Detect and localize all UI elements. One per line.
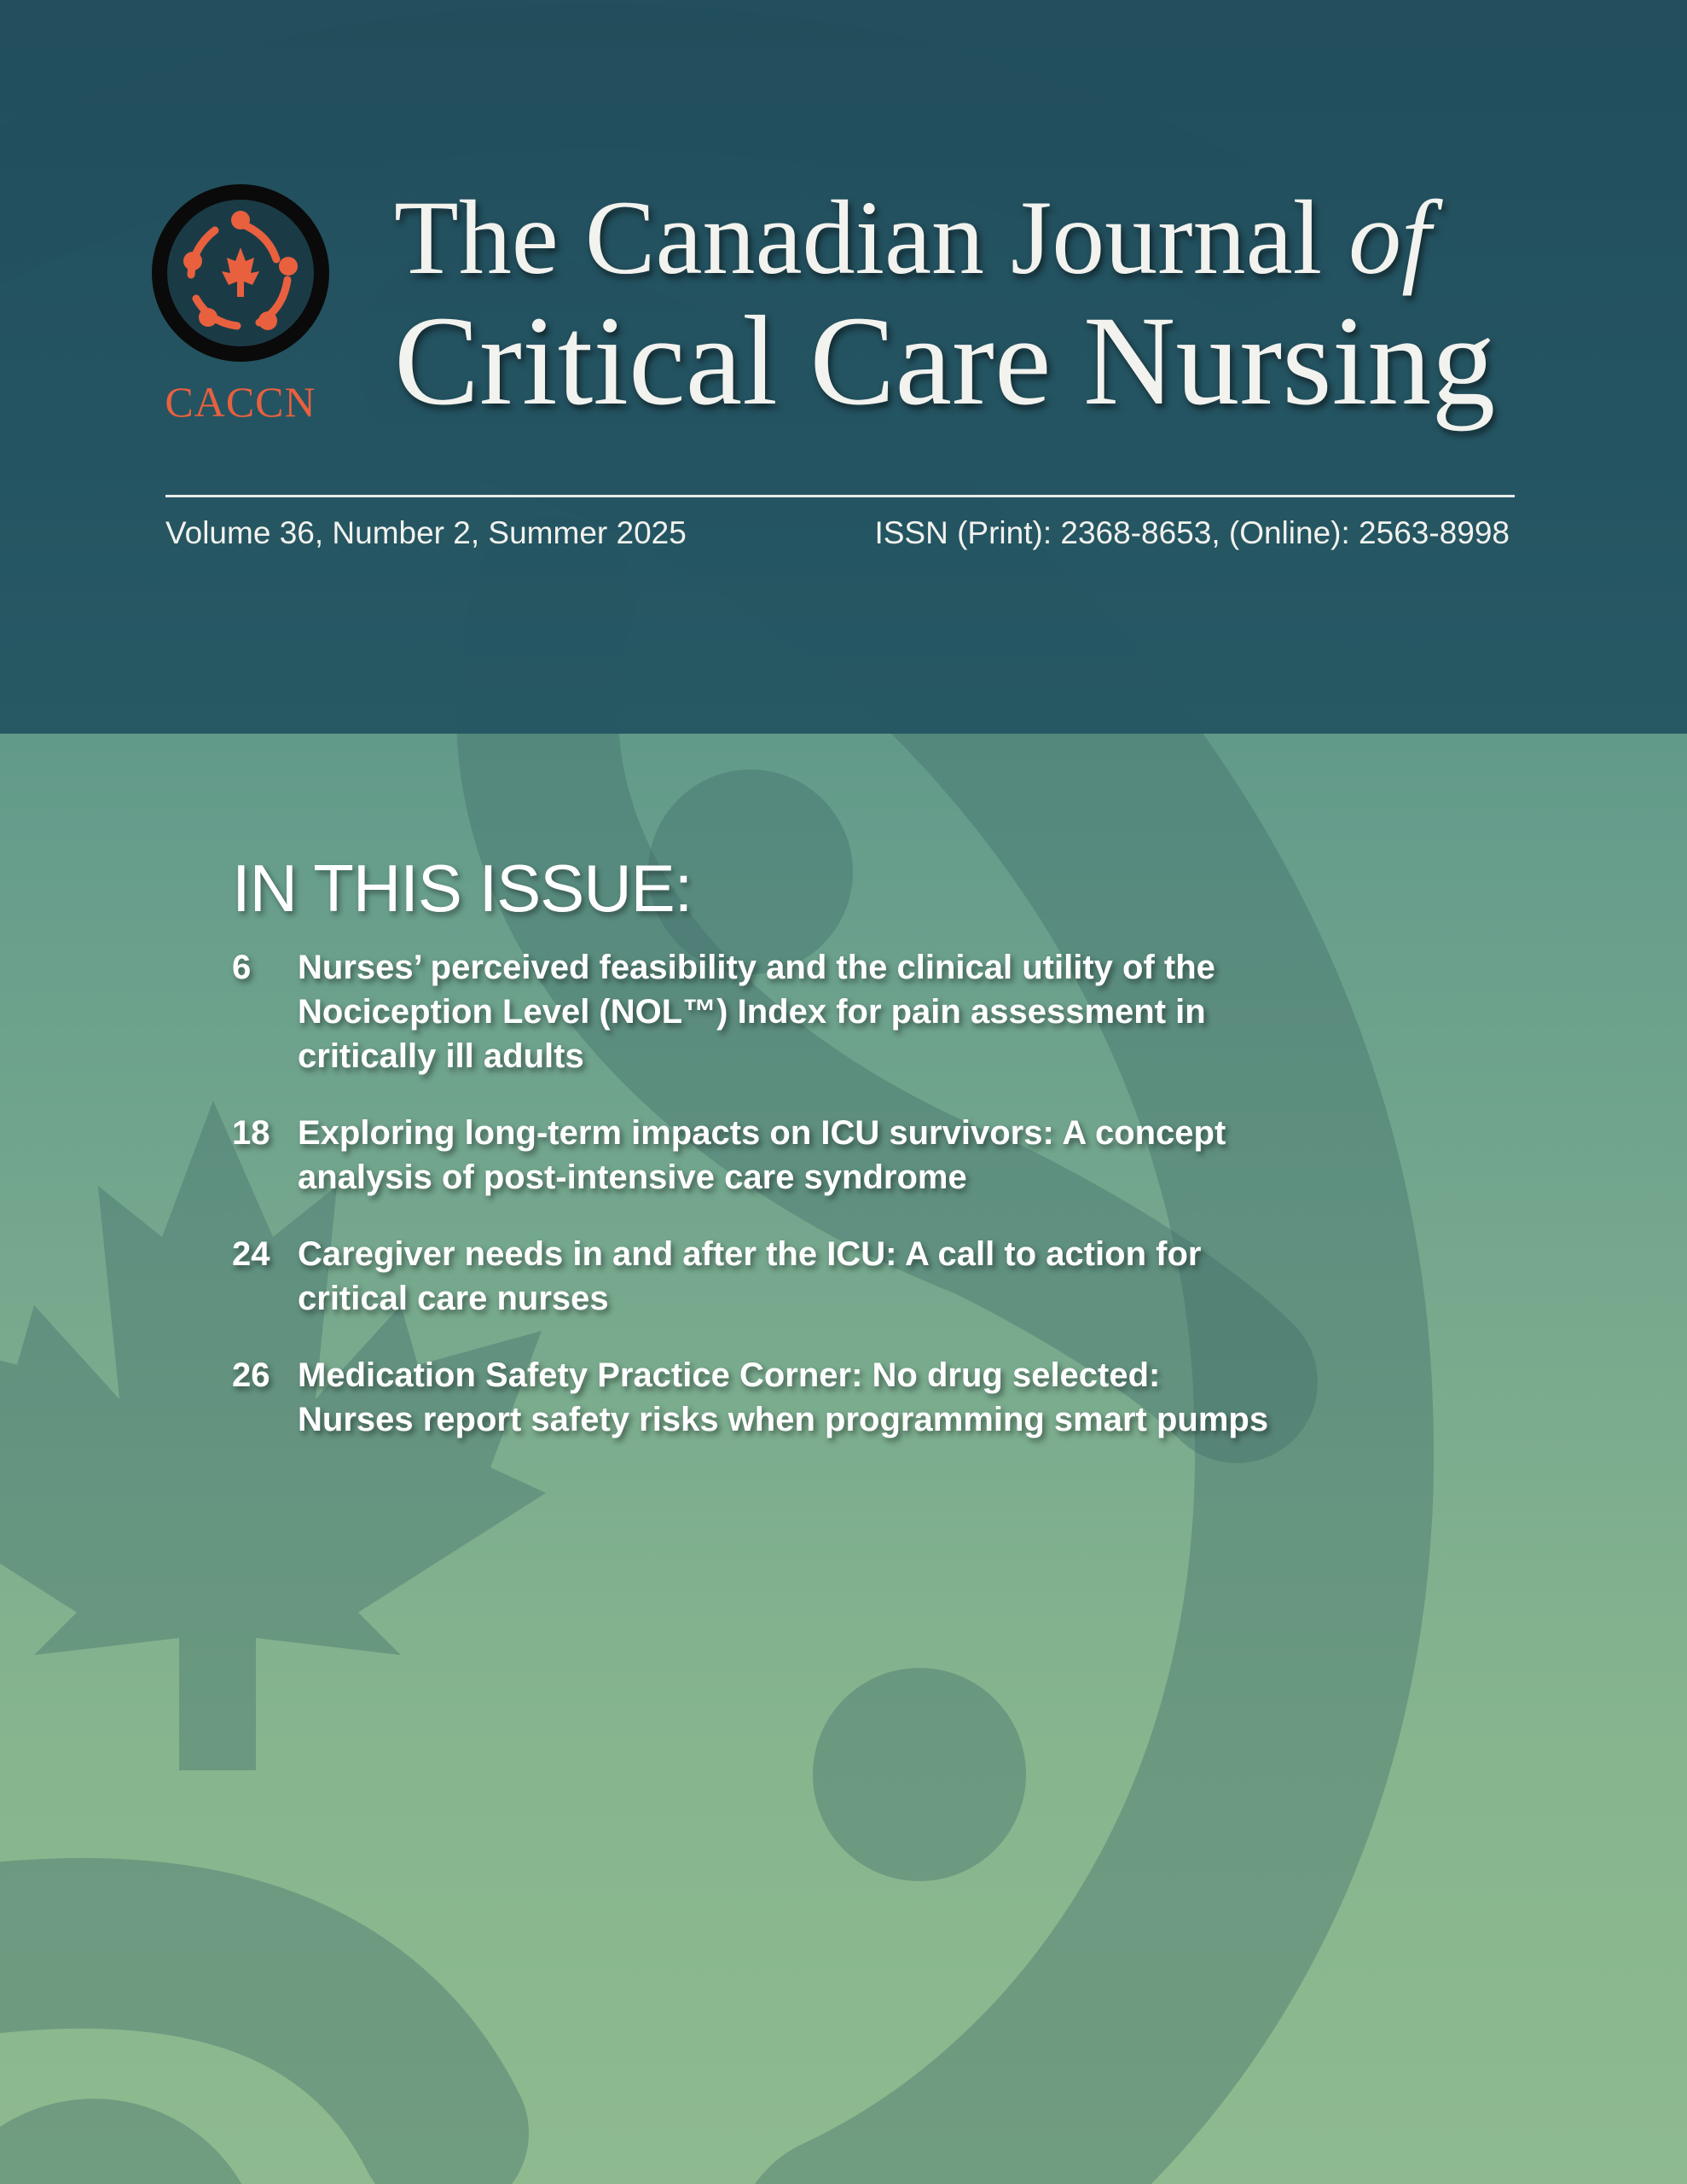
toc-page-number: 18 — [232, 1114, 270, 1152]
toc-page-number: 24 — [232, 1235, 270, 1273]
caccn-logo-text: CACCN — [165, 378, 316, 426]
toc-page-number: 6 — [232, 949, 252, 986]
toc-item — [232, 1232, 1255, 1321]
caccn-logo — [148, 181, 333, 428]
volume-info: Volume 36, Number 2, Summer 2025 — [165, 515, 687, 550]
issn-info: ISSN (Print): 2368-8653, (Online): 2563-8998 — [874, 515, 1510, 550]
toc-article-title: Medication Safety Practice Corner: No drug selected: Nurses report safety risks when programming smart pumps — [298, 1356, 1269, 1438]
journal-title-of: of — [1348, 179, 1431, 296]
caccn-logo-icon — [148, 181, 333, 365]
toc-article-title: Exploring long-term impacts on ICU survivors: A concept analysis of post-intensive care syndrome — [298, 1114, 1226, 1196]
journal-title-line2: Critical Care Nursing — [394, 290, 1496, 432]
toc-item — [232, 1111, 1255, 1199]
table-of-contents — [232, 945, 1269, 1474]
toc-item — [232, 1353, 1269, 1442]
journal-title-line1 — [394, 179, 1622, 296]
background-circle-lower — [813, 1668, 1026, 1881]
journal-title — [394, 179, 1622, 432]
toc-item — [232, 945, 1255, 1078]
toc-article-title: Nurses’ perceived feasibility and the clinical utility of the Nociception Level (NOL™) Index for pain assessment in critically ill adults — [298, 949, 1215, 1075]
toc-article-title: Caregiver needs in and after the ICU: A call to action for critical care nurses — [298, 1235, 1202, 1317]
background-circle-bottom-left — [0, 2099, 264, 2184]
header-divider — [165, 495, 1515, 497]
journal-title-line1-prefix: The Canadian Journal — [394, 179, 1349, 296]
in-this-issue-heading: IN THIS ISSUE: — [232, 851, 693, 926]
toc-page-number: 26 — [232, 1356, 270, 1394]
